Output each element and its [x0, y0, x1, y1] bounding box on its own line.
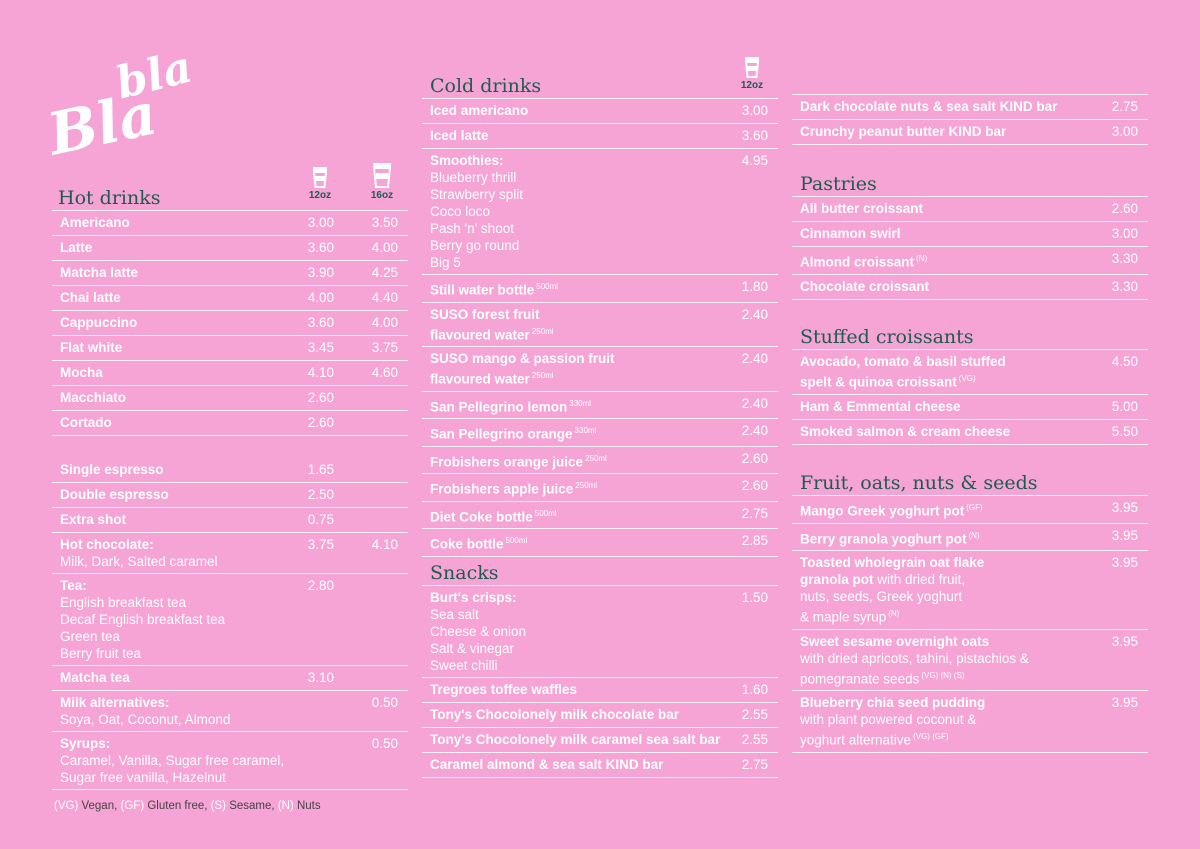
fruit-oats-title: Fruit, oats, nuts & seeds	[800, 472, 1038, 494]
menu-item: Frobishers orange juice $^{250ml}$ 2.60	[422, 447, 778, 475]
menu-item: Iced latte 3.60	[422, 124, 778, 149]
cup-12oz-cold	[732, 56, 772, 91]
cup-small-icon	[312, 166, 328, 188]
menu-item: Caramel almond & sea salt KIND bar 2.75	[422, 753, 778, 778]
menu-item: Tony's Chocolonely milk chocolate bar 2.55	[422, 703, 778, 728]
menu-item: Matcha tea 3.10	[52, 666, 408, 691]
snacks-title: Snacks	[430, 562, 499, 584]
menu-item: Single espresso 1.65	[52, 458, 408, 483]
menu-item: SUSO forest fruit flavoured water $^{250ml}$ 2.40	[422, 303, 778, 348]
snacks-section	[422, 561, 778, 778]
menu-item: Ham & Emmental cheese 5.00	[792, 395, 1148, 420]
allergen-key: (VG) Vegan, (GF) Gluten free, (S) Sesame, (N) Nuts	[54, 800, 321, 812]
kind-bars-section	[792, 94, 1148, 145]
menu-item: Smoothies: Blueberry thrill Strawberry split Coco loco Pash 'n' shoot Berry go round Big 5 4.95	[422, 149, 778, 275]
menu-item: Cortado 2.60	[52, 411, 408, 436]
logo-line2: Bla	[42, 79, 163, 169]
menu-item: Avocado, tomato & basil stuffed spelt & quinoa croissant $^{(VG)}$ 4.50	[792, 350, 1148, 395]
pastries-title: Pastries	[800, 173, 877, 195]
cup-12oz	[300, 166, 340, 201]
cold-drinks-title: Cold drinks	[430, 75, 542, 97]
menu-item: All butter croissant 2.60	[792, 197, 1148, 222]
hot-drinks-section	[52, 160, 408, 790]
size-12oz-label: 12oz	[740, 80, 764, 91]
menu-item: Still water bottle $^{500ml}$ 1.80	[422, 275, 778, 303]
menu-item: Matcha latte 3.90 4.25	[52, 261, 408, 286]
menu-item: Americano 3.00 3.50	[52, 211, 408, 236]
menu-item: Almond croissant $^{(N)}$ 3.30	[792, 247, 1148, 275]
logo-line1: bla	[110, 41, 198, 110]
menu-item: Cappuccino 3.60 4.00	[52, 311, 408, 336]
menu-item: Smoked salmon & cream cheese 5.50	[792, 420, 1148, 445]
menu-item: Milk alternatives: Soya, Oat, Coconut, Almond 0.50	[52, 691, 408, 732]
menu-item: Chocolate croissant 3.30	[792, 275, 1148, 300]
stuffed-croissants-section	[792, 325, 1148, 445]
menu-item: Mocha 4.10 4.60	[52, 361, 408, 386]
logo	[42, 41, 228, 169]
menu-item: Coke bottle $^{500ml}$ 2.85	[422, 529, 778, 557]
menu-item: Tea: English breakfast tea Decaf English breakfast tea Green tea Berry fruit tea 2.80	[52, 574, 408, 666]
menu-item: Blueberry chia seed pudding with plant powered coconut & yoghurt alternative $^{(VG) (GF)}$ 3.95	[792, 691, 1148, 753]
menu-item: Crunchy peanut butter KIND bar 3.00	[792, 120, 1148, 145]
menu-item: Toasted wholegrain oat flake granola pot with dried fruit, nuts, seeds, Greek yoghurt & maple syrup $^{(N)}$ 3.95	[792, 551, 1148, 630]
menu-item: Syrups: Caramel, Vanilla, Sugar free caramel, Sugar free vanilla, Hazelnut 0.50	[52, 732, 408, 790]
menu-item: Double espresso 2.50	[52, 483, 408, 508]
menu-item: Hot chocolate: Milk, Dark, Salted caramel 3.75 4.10	[52, 533, 408, 574]
size-12oz-label: 12oz	[308, 190, 332, 201]
menu-item: Iced americano 3.00	[422, 99, 778, 124]
pastries-section	[792, 172, 1148, 300]
cup-16oz	[362, 162, 402, 201]
fruit-oats-section	[792, 471, 1148, 753]
menu-item: Frobishers apple juice $^{250ml}$ 2.60	[422, 474, 778, 502]
menu-item: Sweet sesame overnight oats with dried apricots, tahini, pistachios & pomegranate seeds $^{(VG) (N) (S)}$ 3.95	[792, 630, 1148, 692]
menu-item: SUSO mango & passion fruit flavoured water $^{250ml}$ 2.40	[422, 347, 778, 392]
menu-item: Mango Greek yoghurt pot $^{(GF)}$ 3.95	[792, 496, 1148, 524]
menu-item: Cinnamon swirl 3.00	[792, 222, 1148, 247]
cold-drinks-section	[422, 56, 778, 557]
menu-item: Burt's crisps: Sea salt Cheese & onion Salt & vinegar Sweet chilli 1.50	[422, 586, 778, 678]
menu-item: Dark chocolate nuts & sea salt KIND bar 2.75	[792, 95, 1148, 120]
cup-small-icon	[744, 56, 760, 78]
menu-item: Chai latte 4.00 4.40	[52, 286, 408, 311]
menu-item: Diet Coke bottle $^{500ml}$ 2.75	[422, 502, 778, 530]
menu-item: Extra shot 0.75	[52, 508, 408, 533]
hot-drinks-title: Hot drinks	[58, 187, 161, 209]
menu-item: San Pellegrino orange $^{330ml}$ 2.40	[422, 419, 778, 447]
stuffed-croissants-title: Stuffed croissants	[800, 326, 974, 348]
menu-item: Macchiato 2.60	[52, 386, 408, 411]
menu-item: Flat white 3.45 3.75	[52, 336, 408, 361]
menu-item: Tregroes toffee waffles 1.60	[422, 678, 778, 703]
menu-item: Latte 3.60 4.00	[52, 236, 408, 261]
cup-large-icon	[372, 162, 392, 188]
menu-item: Berry granola yoghurt pot $^{(N)}$ 3.95	[792, 524, 1148, 552]
menu-item: San Pellegrino lemon $^{330ml}$ 2.40	[422, 392, 778, 420]
size-16oz-label: 16oz	[370, 190, 394, 201]
menu-item: Tony's Chocolonely milk caramel sea salt bar 2.55	[422, 728, 778, 753]
